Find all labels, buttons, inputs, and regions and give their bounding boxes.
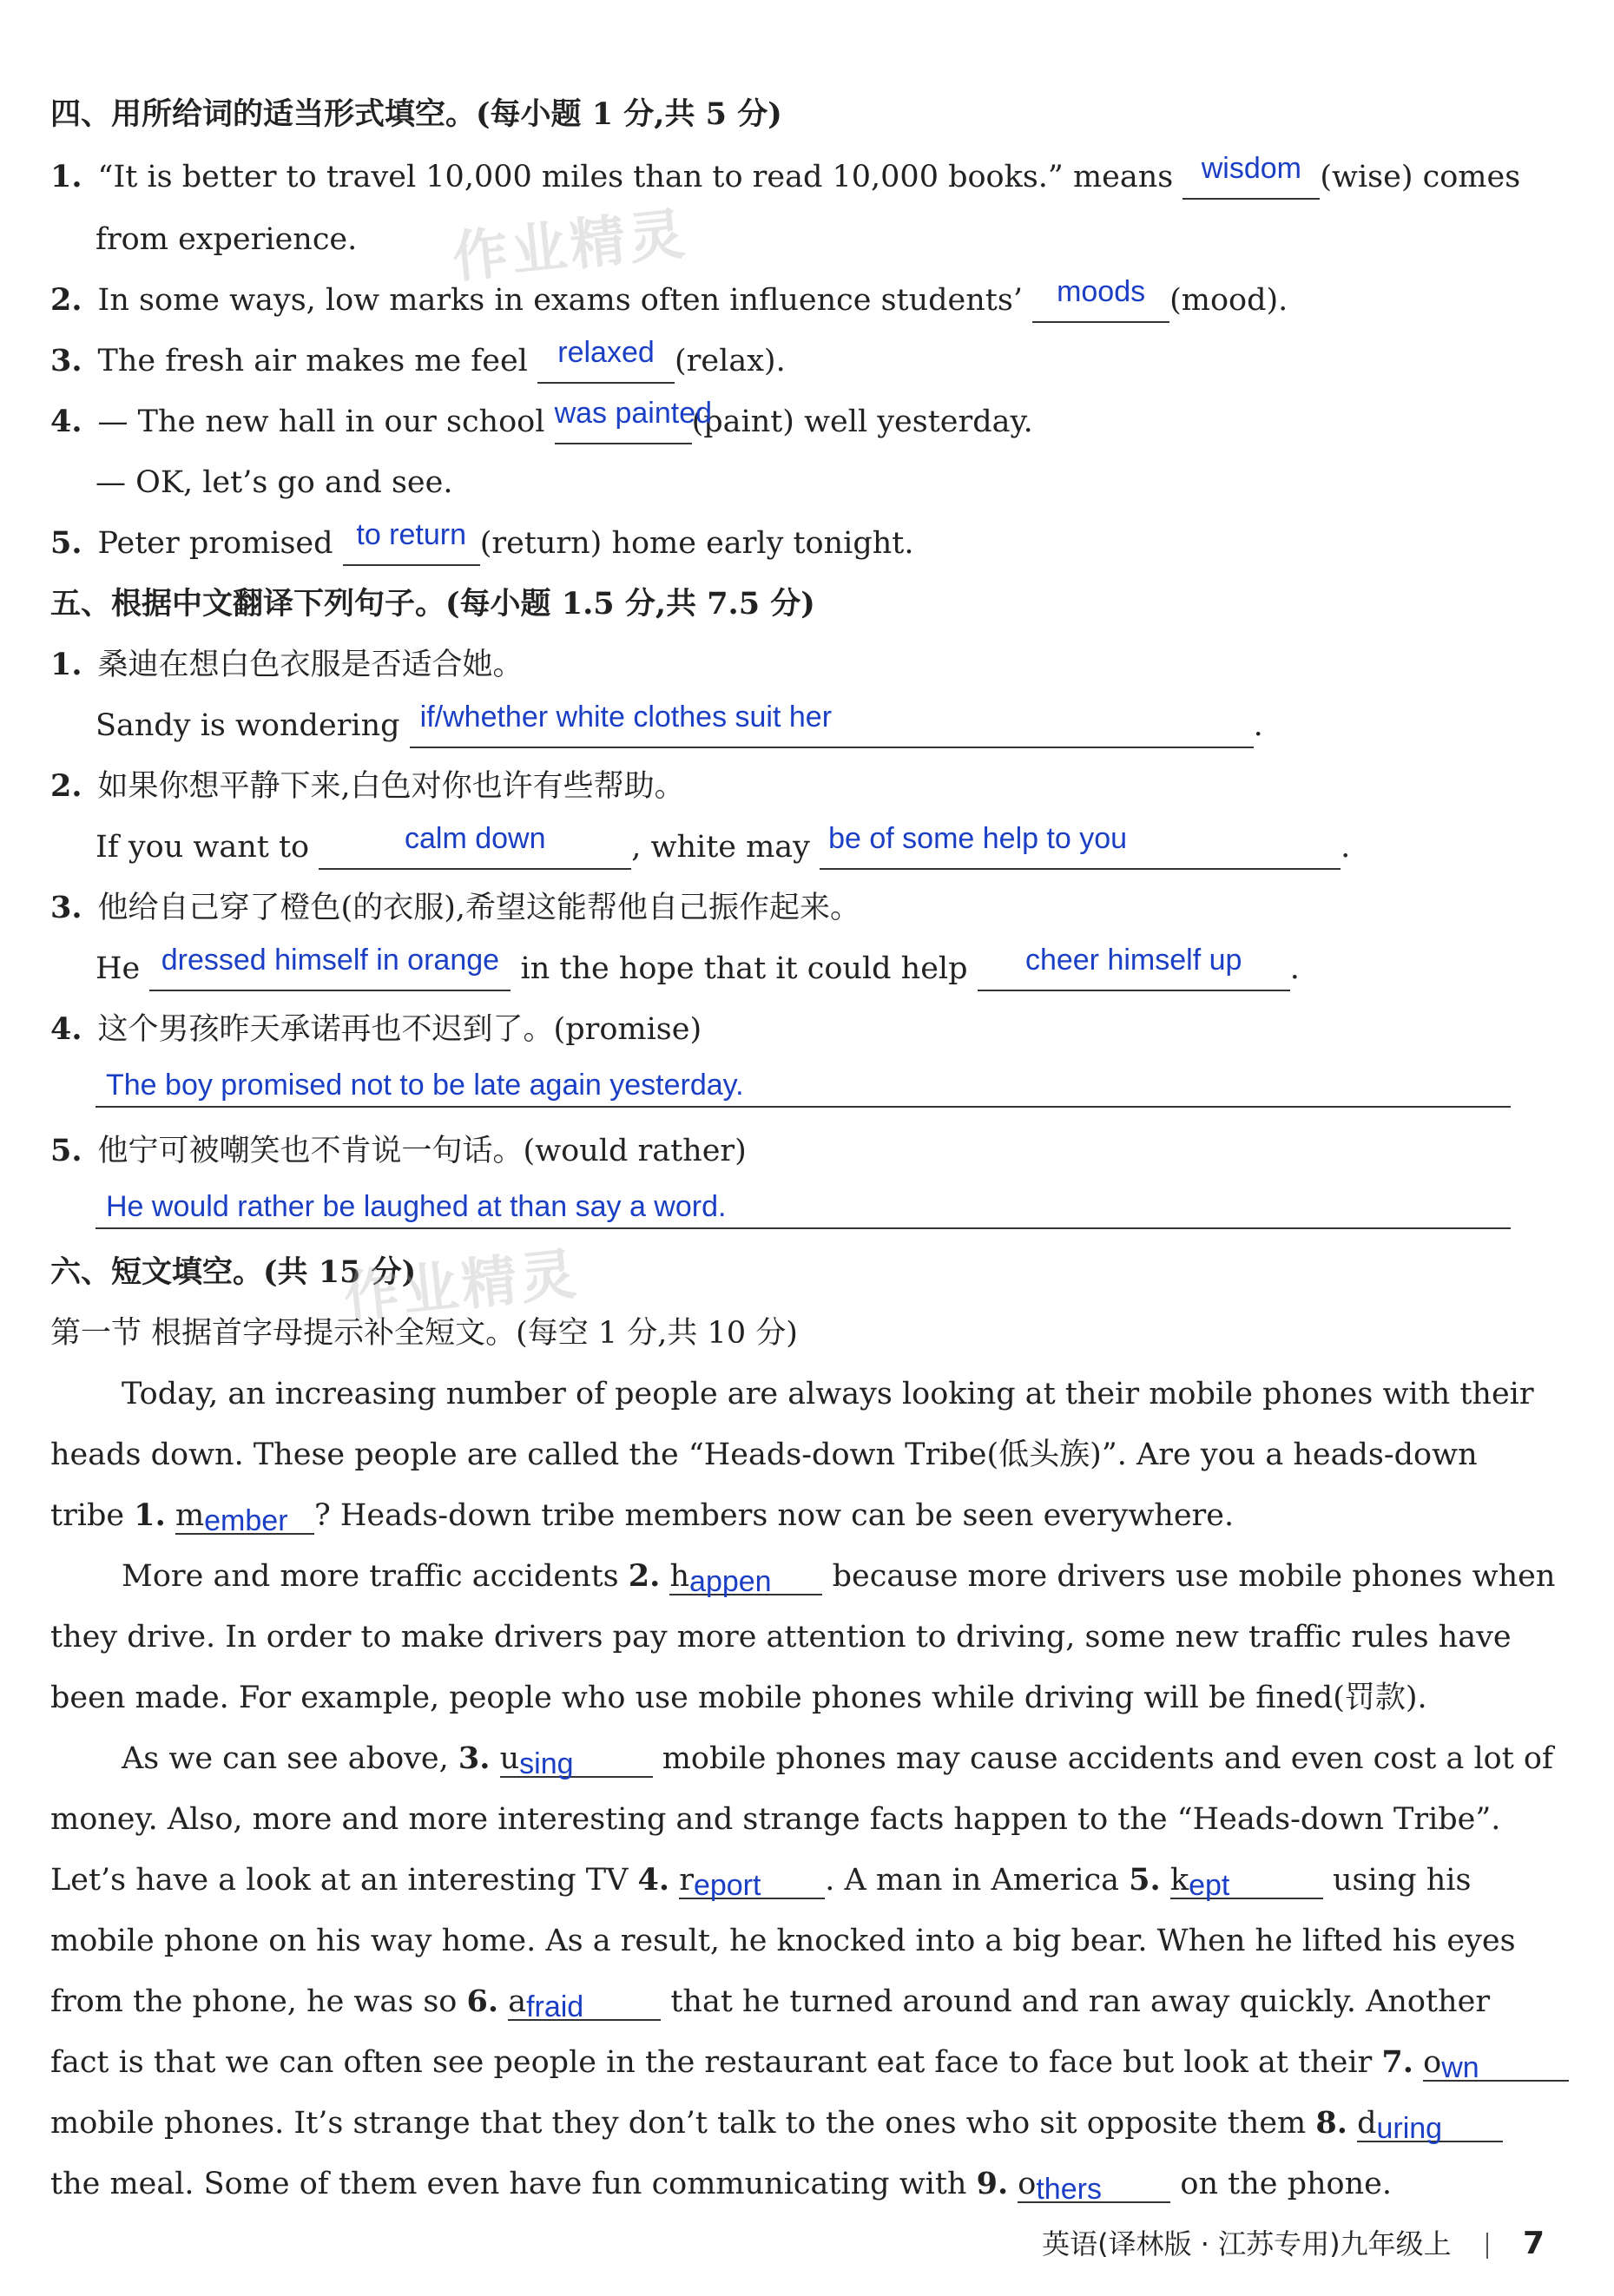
- s5-q3-cn: 3. 他给自己穿了橙色(的衣服),希望这能帮他自己振作起来。: [50, 890, 860, 925]
- s4-q3: 3. The fresh air makes me feel relaxed (relax).: [50, 340, 786, 384]
- answer-blank[interactable]: member: [175, 1495, 314, 1535]
- answer-blank[interactable]: during: [1357, 2102, 1503, 2142]
- s5-q3: He dressed himself in orange in the hope that it could help cheer himself up .: [96, 948, 1300, 991]
- answer-blank[interactable]: calm down: [319, 830, 631, 870]
- passage-line: money. Also, more and more interesting and strange facts happen to the “Heads-down Tribe”.: [50, 1802, 1501, 1837]
- answer-blank[interactable]: moods: [1032, 283, 1169, 323]
- passage-line: been made. For example, people who use mobile phones while driving will be fined(罚款).: [50, 1681, 1427, 1715]
- section-4-title: 四、用所给词的适当形式填空。(每小题 1 分,共 5 分): [50, 96, 782, 132]
- answer-blank[interactable]: to return: [343, 526, 480, 566]
- s5-q4-cn: 4. 这个男孩昨天承诺再也不迟到了。(promise): [50, 1011, 702, 1047]
- answer-blank[interactable]: afraid: [508, 1981, 661, 2021]
- passage-line: Today, an increasing number of people are always looking at their mobile phones with their: [122, 1377, 1534, 1411]
- answer-blank[interactable]: dressed himself in orange: [149, 951, 511, 991]
- passage-line: the meal. Some of them even have fun communicating with 9. others on the phone.: [50, 2163, 1392, 2205]
- s4-q1-cont: from experience.: [96, 222, 358, 257]
- s5-q2-cn: 2. 如果你想平静下来,白色对你也许有些帮助。: [50, 768, 685, 804]
- passage-line: they drive. In order to make drivers pay more attention to driving, some new traffic rules have: [50, 1620, 1512, 1655]
- answer-line[interactable]: The boy promised not to be late again yesterday.: [96, 1064, 1511, 1108]
- answer-blank[interactable]: cheer himself up: [978, 951, 1290, 991]
- answer-line[interactable]: He would rather be laughed at than say a word.: [96, 1186, 1511, 1229]
- watermark: 作业精灵: [449, 201, 691, 291]
- answer-blank[interactable]: others: [1018, 2163, 1170, 2203]
- passage-line: Let’s have a look at an interesting TV 4. report . A man in America 5. kept using his: [50, 1859, 1471, 1901]
- page-footer: [1042, 2222, 1545, 2262]
- s4-q2: 2. In some ways, low marks in exams often influence students’ moods (mood).: [50, 280, 1288, 323]
- section-5-title: 五、根据中文翻译下列句子。(每小题 1.5 分,共 7.5 分): [50, 586, 815, 622]
- answer-blank[interactable]: if/whether white clothes suit her: [410, 708, 1254, 748]
- passage-line: mobile phones. It’s strange that they don’t talk to the ones who sit opposite them 8. during: [50, 2102, 1503, 2144]
- answer-blank[interactable]: own: [1423, 2042, 1569, 2082]
- answer-blank[interactable]: relaxed: [537, 344, 675, 384]
- s5-q5-cn: 5. 他宁可被嘲笑也不肯说一句话。(would rather): [50, 1133, 747, 1168]
- answer-blank[interactable]: happen: [669, 1556, 822, 1595]
- answer-blank[interactable]: was painted: [555, 405, 692, 444]
- answer-blank[interactable]: be of some help to you: [820, 830, 1341, 870]
- answer-blank[interactable]: kept: [1170, 1859, 1323, 1899]
- s4-q1: 1. “It is better to travel 10,000 miles than to read 10,000 books.” means wisdom (wise) comes: [50, 156, 1520, 200]
- book-title: 英语(译林版 · 江苏专用)九年级上: [1042, 2227, 1452, 2260]
- passage-line: from the phone, he was so 6. afraid that he turned around and ran away quickly. Another: [50, 1981, 1490, 2023]
- page-number: 7: [1522, 2226, 1545, 2261]
- section-6-title: 六、短文填空。(共 15 分): [50, 1254, 417, 1290]
- passage-line: mobile phone on his way home. As a result, he knocked into a big bear. When he lifted his eyes: [50, 1924, 1516, 1958]
- footer-divider: [1486, 2233, 1488, 2259]
- passage-line: As we can see above, 3. using mobile phones may cause accidents and even cost a lot of: [122, 1738, 1553, 1780]
- watermark: 作业精灵: [340, 1241, 583, 1331]
- answer-blank[interactable]: report: [679, 1859, 825, 1899]
- answer-blank[interactable]: using: [500, 1738, 653, 1778]
- s4-q5: 5. Peter promised to return (return) home early tonight.: [50, 523, 914, 566]
- passage-line: fact is that we can often see people in the restaurant eat face to face but look at their 7. own: [50, 2042, 1569, 2083]
- s6-part1-title: 第一节 根据首字母提示补全短文。(每空 1 分,共 10 分): [50, 1316, 798, 1351]
- s4-q4-cont: — OK, let’s go and see.: [96, 465, 453, 500]
- answer-blank[interactable]: wisdom: [1183, 160, 1320, 200]
- passage-line: More and more traffic accidents 2. happen because more drivers use mobile phones when: [122, 1556, 1555, 1597]
- s5-q1: Sandy is wondering if/whether white clothes suit her .: [96, 705, 1263, 748]
- s5-q2: If you want to calm down , white may be of some help to you .: [96, 826, 1350, 870]
- passage-line: heads down. These people are called the “Heads-down Tribe(低头族)”. Are you a heads-down: [50, 1437, 1478, 1472]
- s4-q4: 4. — The new hall in our school was painted(paint) well yesterday.: [50, 401, 1033, 444]
- s5-q1-cn: 1. 桑迪在想白色衣服是否适合她。: [50, 647, 524, 682]
- passage-line: tribe 1. member ? Heads-down tribe members now can be seen everywhere.: [50, 1495, 1234, 1536]
